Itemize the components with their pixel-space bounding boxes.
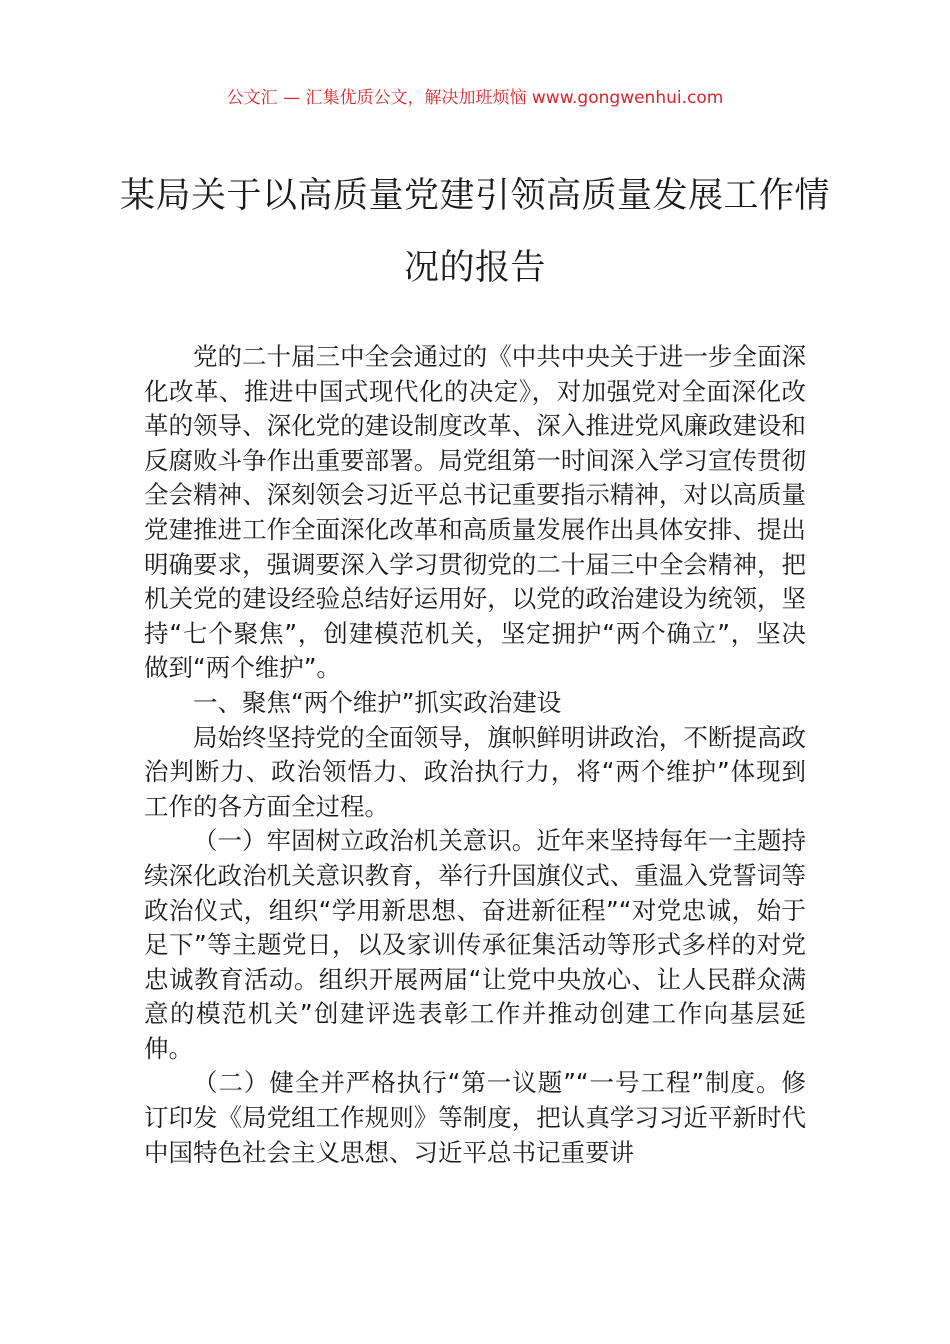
subsection-2-paragraph: （二）健全并严格执行“第一议题”“一号工程”制度。修订印发《局党组工作规则》等制度，把认真学习习近平新时代中国特色社会主义思想、习近平总书记重要讲 [144,1068,806,1167]
header-banner: 公文汇 — 汇集优质公文，解决加班烦恼 www.gongwenhui.com [226,88,724,108]
section-1-paragraph: 局始终坚持党的全面领导，旗帜鲜明讲政治，不断提高政治判断力、政治领悟力、政治执行力，将“两个维护”体现到工作的各方面全过程。 [144,722,806,821]
subsection-1-paragraph: （一）牢固树立政治机关意识。近年来坚持每年一主题持续深化政治机关意识教育，举行升国旗仪式、重温入党誓词等政治仪式，组织“学用新思想、奋进新征程”“对党忠诚，始于足下”等主题党日，以及家训传承征集活动等形式多样的对党忠诚教育活动。组织开展两届“让党中央放心、让人民群众满意的模范机关”创建评选表彰工作并推动创建工作向基层延伸。 [144,826,806,1063]
section-heading-1: 一、聚焦“两个维护”抓实政治建设 [193,687,562,717]
document-body [144,340,806,1170]
intro-paragraph: 党的二十届三中全会通过的《中共中央关于进一步全面深化改革、推进中国式现代化的决定》，对加强党对全面深化改革的领导、深化党的建设制度改革、深入推进党风廉政建设和反腐败斗争作出重要部署。局党组第一时间深入学习宣传贯彻全会精神、深刻领会习近平总书记重要指示精神，对以高质量党建推进工作全面深化改革和高质量发展作出具体安排、提出明确要求，强调要深入学习贯彻党的二十届三中全会精神，把机关党的建设经验总结好运用好，以党的政治建设为统领，坚持“七个聚焦”，创建模范机关，坚定拥护“两个确立”，坚决做到“两个维护”。 [144,342,806,683]
document-title: 某局关于以高质量党建引领高质量发展工作情况的报告 [120,176,831,288]
